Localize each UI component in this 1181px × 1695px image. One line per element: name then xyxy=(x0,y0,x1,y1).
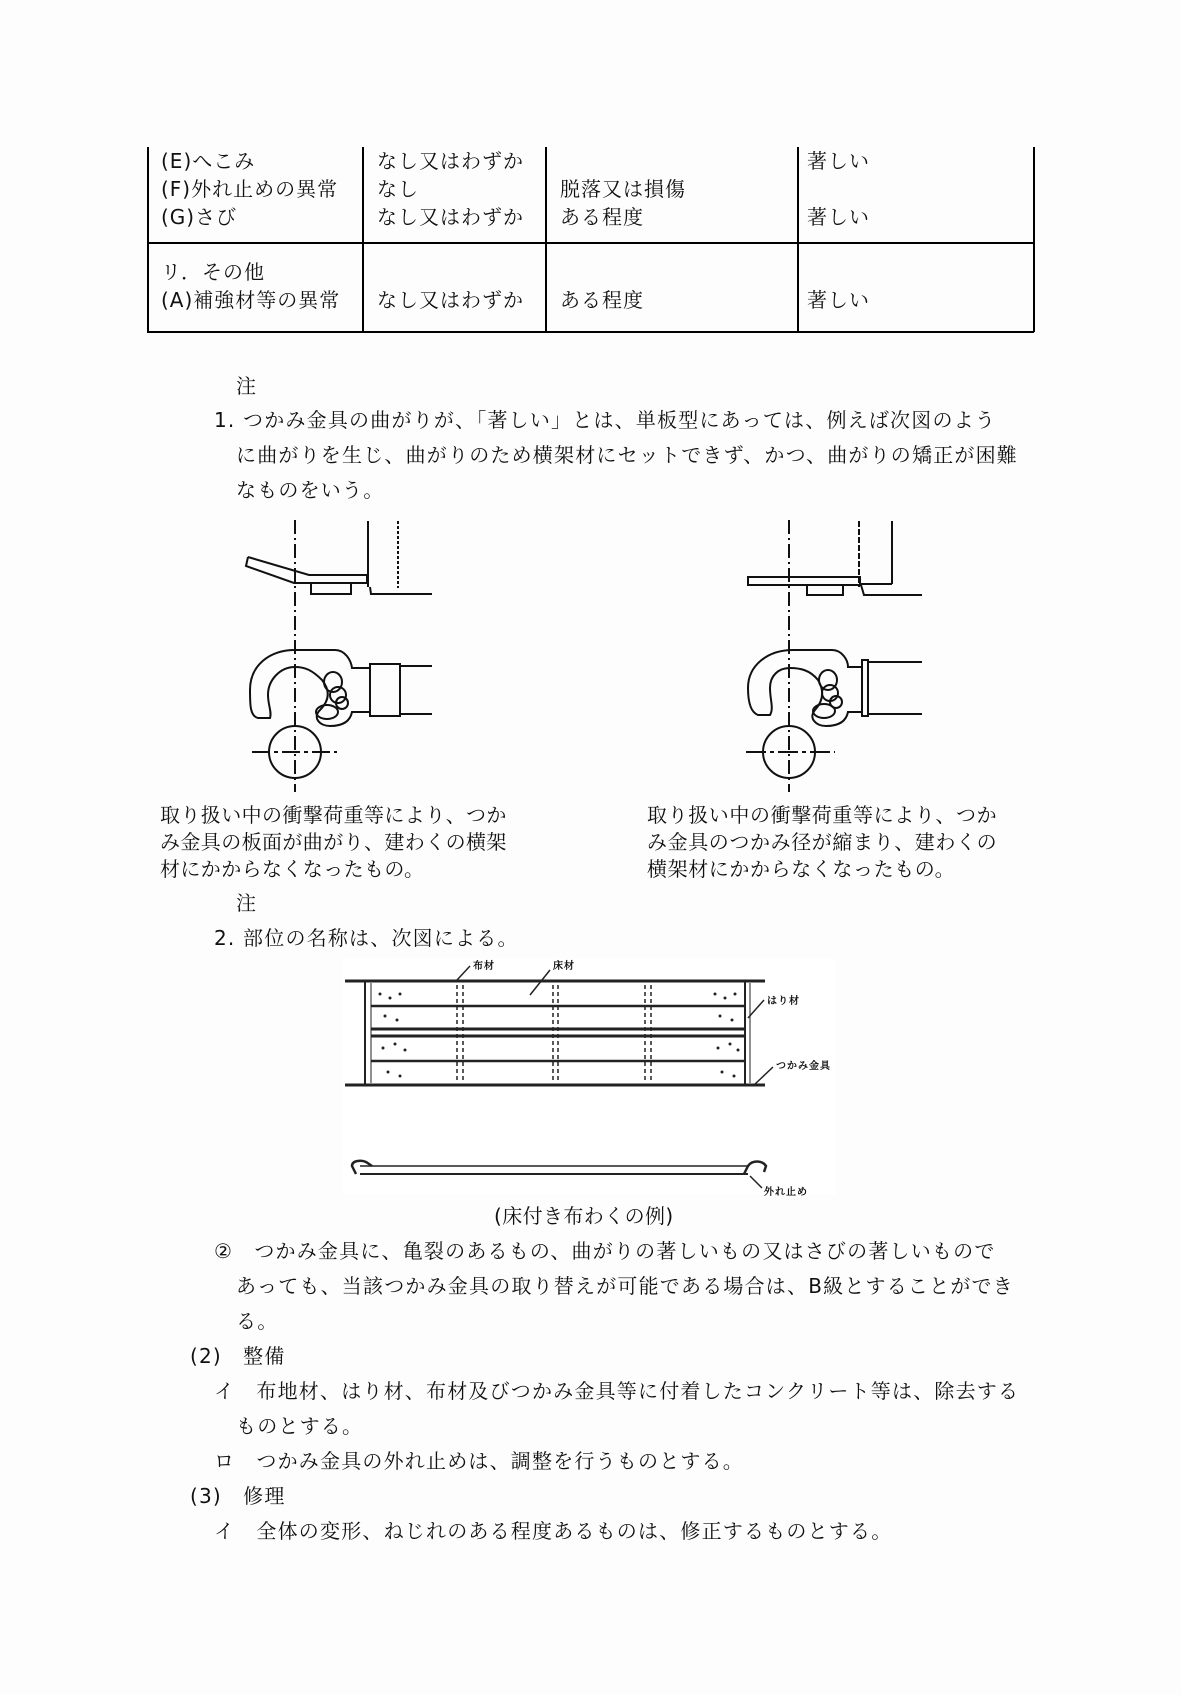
note-heading: 注 xyxy=(236,891,258,915)
label-beam-member: はり材 xyxy=(767,996,800,1007)
left-figure-caption-line: 取り扱い中の衝撃荷重等により、つか xyxy=(160,803,507,827)
table-cell-item: (A)補強材等の異常 xyxy=(161,288,341,312)
section2-item-line: ものとする。 xyxy=(236,1414,364,1438)
table-cell-grade-a: なし又はわずか xyxy=(377,288,524,312)
item2-line: る。 xyxy=(236,1309,279,1333)
left-figure-caption-line: み金具の板面が曲がり、建わくの横架 xyxy=(160,830,507,854)
table-cell-item: (F)外れ止めの異常 xyxy=(161,177,339,201)
table-cell-grade-a: なし xyxy=(377,177,419,201)
section-heading-maintenance: (2) 整備 xyxy=(190,1344,286,1368)
note-heading: 注 xyxy=(236,374,258,398)
table-cell-grade-b: ある程度 xyxy=(560,288,644,312)
table-cell-grade-c: 著しい xyxy=(807,205,870,229)
table-cell-grade-a: なし又はわずか xyxy=(377,205,524,229)
right-figure-caption-line: み金具のつかみ径が縮まり、建わくの xyxy=(647,830,998,854)
section-heading-repair: (3) 修理 xyxy=(190,1484,286,1508)
section2-item-line: イ 布地材、はり材、布材及びつかみ金具等に付着したコンクリート等は、除去する xyxy=(214,1379,1020,1403)
diagram-caption: (床付き布わくの例) xyxy=(494,1204,674,1228)
item2-line: あっても、当該つかみ金具の取り替えが可能である場合は、B級とすることができ xyxy=(236,1274,1014,1298)
label-floor-member: 床材 xyxy=(553,961,575,972)
note2-line: 2. 部位の名称は、次図による。 xyxy=(214,926,519,950)
section3-item-line: イ 全体の変形、ねじれのある程度あるものは、修正するものとする。 xyxy=(214,1519,893,1543)
right-figure-caption-line: 取り扱い中の衝撃荷重等により、つか xyxy=(647,803,998,827)
label-cloth-member: 布材 xyxy=(473,961,495,972)
note1-line: なものをいう。 xyxy=(236,478,385,502)
section2-item-line: ロ つかみ金具の外れ止めは、調整を行うものとする。 xyxy=(214,1449,744,1473)
table-cell-item: (E)へこみ xyxy=(161,149,256,173)
table-cell-grade-b: 脱落又は損傷 xyxy=(560,177,686,201)
table-cell-grade-b: ある程度 xyxy=(560,205,644,229)
table-cell-grade-c: 著しい xyxy=(807,288,870,312)
label-hook-fitting: つかみ金具 xyxy=(776,1061,831,1072)
right-figure-caption-line: 横架材にかからなくなったもの。 xyxy=(647,857,956,881)
note1-line: に曲がりを生じ、曲がりのため横架材にセットできず、かつ、曲がりの矯正が困難 xyxy=(236,443,1018,467)
left-figure-caption-line: 材にかからなくなったもの。 xyxy=(160,857,425,881)
table-cell-item: リ．その他 xyxy=(161,260,265,284)
label-stopper: 外れ止め xyxy=(764,1187,808,1198)
note1-line: 1. つかみ金具の曲がりが、「著しい」とは、単板型にあっては、例えば次図のよう xyxy=(214,408,997,432)
item2-line: ② つかみ金具に、亀裂のあるもの、曲がりの著しいもの又はさびの著しいもので xyxy=(214,1239,996,1263)
table-cell-item: (G)さび xyxy=(161,205,238,229)
table-cell-grade-c: 著しい xyxy=(807,149,870,173)
table-cell-grade-a: なし又はわずか xyxy=(377,149,524,173)
